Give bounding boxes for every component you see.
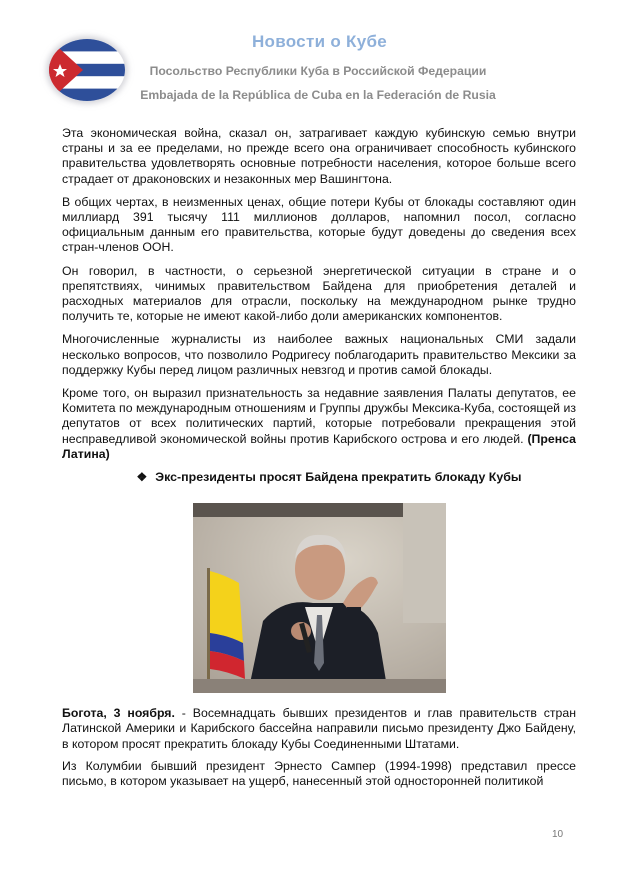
paragraph-6 (62, 706, 576, 752)
paragraph-5 (62, 386, 576, 462)
heading-text: Экс-президенты просят Байдена прекратить блокаду Кубы (155, 470, 522, 485)
article-body (62, 126, 576, 797)
paragraph-7: Из Колумбии бывший президент Эрнесто Сампер (1994-1998) представил прессе письмо, в котором указывает на ущерб, нанесенный этой односторонней политикой (62, 758, 576, 789)
dateline: Богота, 3 ноября. (62, 706, 175, 721)
page-header (0, 0, 621, 120)
paragraph-5-text: Кроме того, он выразил признательность за недавние заявления Палаты депутатов, ее Комитета по международным отношениям и Группы дружбы Мексика-Куба, состоящей из депутатов от всех политических партий, которые потребовали прекращения этой несправедливой экономической войны против Карибского острова и его людей. (62, 386, 576, 446)
paragraph-1: Эта экономическая война, сказал он, затрагивает каждую кубинскую семью внутри страны и за ее пределами, но прежде всего она ограничивает способность кубинского правительства удовлетворять основные потребности населения, которое больше всего страдает от драконовских и незаконных мер Вашингтона. (62, 126, 576, 186)
speaker-with-flag-photo (193, 503, 446, 693)
article-heading (62, 470, 576, 485)
header-title: Новости о Кубе (251, 32, 388, 51)
source-credit: (Пренса Латина) (62, 431, 576, 461)
paragraph-2: В общих чертах, в неизменных ценах, общие потери Кубы от блокады составляют один миллиард 391 тысячу 111 миллионов долларов, напомнил посол, согласно официальным данным его правительства, которые будут доведены до сведения всех стран-членов ООН. (62, 194, 576, 255)
paragraph-3: Он говорил, в частности, о серьезной энергетической ситуации в стране и о препятствиях, чинимых правительством Байдена для приобретения деталей и расходных материалов для отрасли, поскольку на международном рынке трудно получить те, которые не имеют какой-либо доли американских компонентов. (62, 263, 576, 324)
paragraph-6-text: - Восемнадцать бывших президентов и глав правительств стран Латинской Америки и Карибского бассейна направили письмо президенту Джо Байдену, в котором просят прекратить блокаду Кубы Соединенными Штатами. (62, 706, 577, 751)
paragraph-4: Многочисленные журналисты из наиболее важных национальных СМИ задали несколько вопросов, что позволило Родригесу поблагодарить правительство Мексики за поддержку Кубы перед лицом различных невзгод и против самой блокады. (62, 332, 576, 377)
diamond-bullet-icon: ❖ (136, 470, 148, 485)
page-number: 10 (552, 829, 564, 840)
header-subtitle-ru: Посольство Республики Куба в Российской Федерации (149, 64, 487, 78)
header-subtitle-es: Embajada de la República de Cuba en la Federación de Rusia (140, 88, 496, 102)
